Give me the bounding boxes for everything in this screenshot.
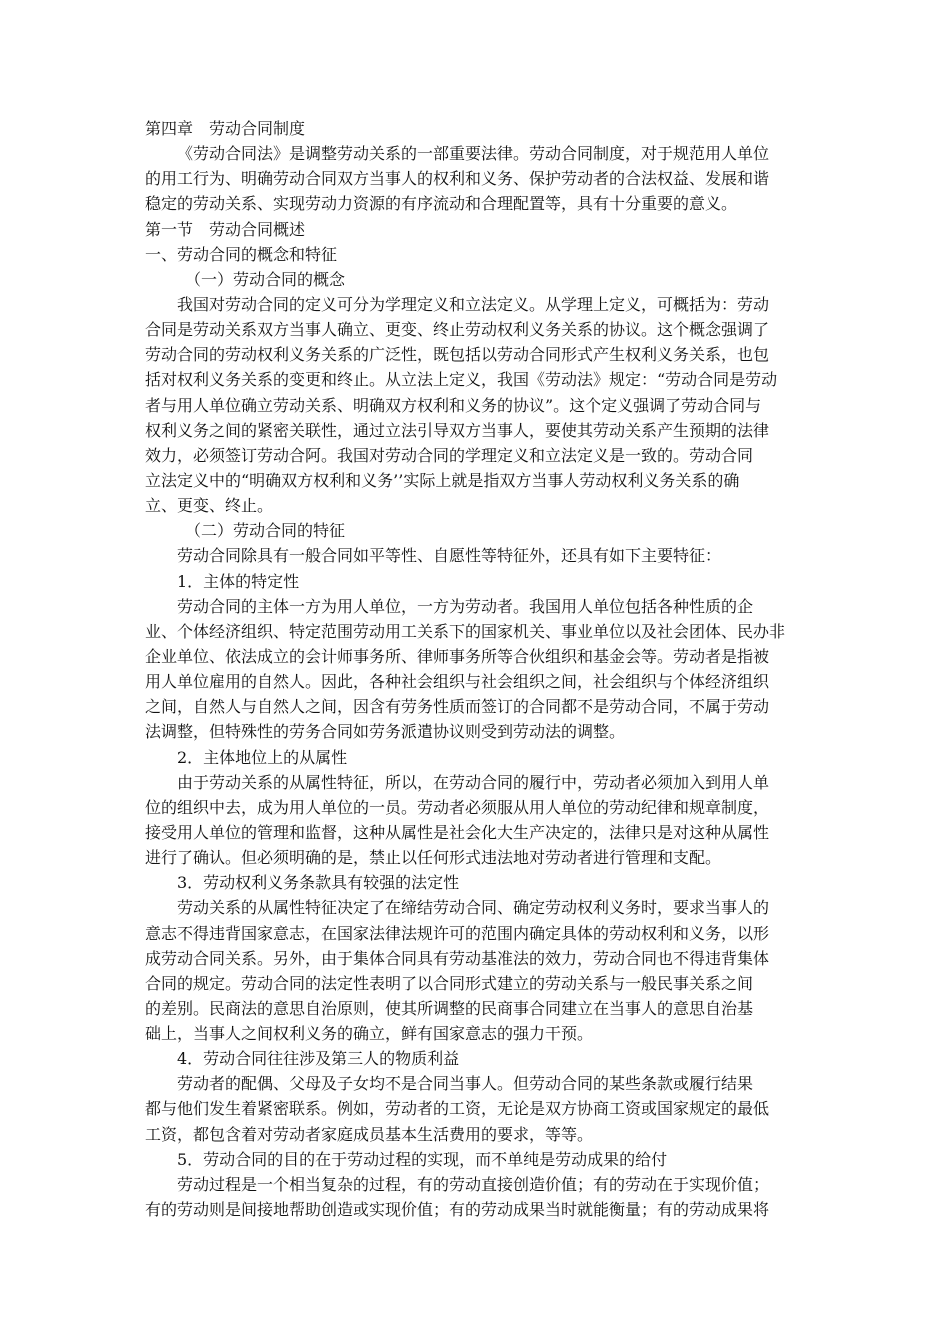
text-line: 者与用人单位确立劳动关系、明确双方权利和义务的协议”。这个定义强调了劳动合同与 — [145, 395, 762, 415]
text-line: （一）劳动合同的概念 — [185, 269, 346, 289]
text-line: 劳动关系的从属性特征决定了在缔结劳动合同、确定劳动权利义务时，要求当事人的 — [177, 898, 770, 918]
text-line: 成劳动合同关系。另外，由于集体合同具有劳动基准法的效力，劳动合同也不得违背集体 — [145, 948, 770, 968]
text-line: 工资，都包含着对劳动者家庭成员基本生活费用的要求，等等。 — [145, 1124, 594, 1144]
text-line: 的差别。民商法的意思自治原则，使其所调整的民商事合同建立在当事人的意思自治基 — [145, 998, 754, 1018]
text-line: 业、个体经济组织、特定范围劳动用工关系下的国家机关、事业单位以及社会团体、民办非 — [145, 621, 786, 641]
text-line: 之间，自然人与自然人之间，因含有劳务性质而签订的合同都不是劳动合同，不属于劳动 — [145, 697, 770, 717]
text-line: 位的组织中去，成为用人单位的一员。劳动者必须服从用人单位的劳动纪律和规章制度， — [145, 797, 770, 817]
text-line: 5．劳动合同的目的在于劳动过程的实现，而不单纯是劳动成果的给付 — [177, 1149, 668, 1169]
text-line: 劳动合同的劳动权利义务关系的广泛性，既包括以劳动合同形式产生权利义务关系，也包 — [145, 345, 770, 365]
text-line: 劳动者的配偶、父母及子女均不是合同当事人。但劳动合同的某些条款或履行结果 — [177, 1074, 754, 1094]
text-line: 我国对劳动合同的定义可分为学理定义和立法定义。从学理上定义，可概括为：劳动 — [177, 294, 770, 314]
text-line: 有的劳动则是间接地帮助创造或实现价值；有的劳动成果当时就能衡量；有的劳动成果将 — [145, 1200, 770, 1220]
text-line: 稳定的劳动关系、实现劳动力资源的有序流动和合理配置等，具有十分重要的意义。 — [145, 194, 738, 214]
text-line: 由于劳动关系的从属性特征，所以，在劳动合同的履行中，劳动者必须加入到用人单 — [177, 772, 770, 792]
text-line: 企业单位、依法成立的会计师事务所、律师事务所等合伙组织和基金会等。劳动者是指被 — [145, 646, 770, 666]
text-line: 权利义务之间的紧密关联性，通过立法引导双方当事人，要使其劳动关系产生预期的法律 — [145, 420, 770, 440]
text-line: 《劳动合同法》是调整劳动关系的一部重要法律。劳动合同制度，对于规范用人单位 — [177, 144, 770, 164]
text-line: 合同是劳动关系双方当事人确立、更变、终止劳动权利义务关系的协议。这个概念强调了 — [145, 320, 770, 340]
text-line: 用人单位雇用的自然人。因此，各种社会组织与社会组织之间，社会组织与个体经济组织 — [145, 672, 770, 692]
text-line: 括对权利义务关系的变更和终止。从立法上定义，我国《劳动法》规定：“劳动合同是劳动 — [145, 370, 778, 390]
text-line: 劳动过程是一个相当复杂的过程，有的劳动直接创造价值；有的劳动在于实现价值； — [177, 1174, 770, 1194]
text-line: 合同的规定。劳动合同的法定性表明了以合同形式建立的劳动关系与一般民事关系之间 — [145, 973, 754, 993]
text-line: 4．劳动合同往往涉及第三人的物质利益 — [177, 1049, 460, 1069]
text-line: 1．主体的特定性 — [177, 571, 300, 591]
text-line: （二）劳动合同的特征 — [185, 521, 346, 541]
text-line: 法调整，但特殊性的劳务合同如劳务派遣协议则受到劳动法的调整。 — [145, 722, 626, 742]
text-line: 接受用人单位的管理和监督，这种从属性是社会化大生产决定的，法律只是对这种从属性 — [145, 822, 770, 842]
text-line: 第一节 劳动合同概述 — [145, 219, 306, 239]
text-line: 立法定义中的“明确双方权利和义务’’实际上就是指双方当事人劳动权利义务关系的确 — [145, 470, 740, 490]
text-line: 都与他们发生着紧密联系。例如，劳动者的工资，无论是双方协商工资或国家规定的最低 — [145, 1099, 770, 1119]
text-line: 立、更变、终止。 — [145, 496, 274, 516]
text-line: 3．劳动权利义务条款具有较强的法定性 — [177, 873, 460, 893]
text-line: 第四章 劳动合同制度 — [145, 119, 306, 138]
text-line: 劳动合同的主体一方为用人单位，一方为劳动者。我国用人单位包括各种性质的企 — [177, 596, 754, 616]
text-line: 进行了确认。但必须明确的是，禁止以任何形式违法地对劳动者进行管理和支配。 — [145, 848, 722, 868]
text-line: 一、劳动合同的概念和特征 — [145, 244, 338, 264]
text-line: 2．主体地位上的从属性 — [177, 747, 348, 767]
text-line: 的用工行为、明确劳动合同双方当事人的权利和义务、保护劳动者的合法权益、发展和谐 — [145, 169, 770, 189]
text-line: 劳动合同除具有一般合同如平等性、自愿性等特征外，还具有如下主要特征： — [177, 546, 722, 566]
text-line: 意志不得违背国家意志，在国家法律法规许可的范围内确定具体的劳动权利和义务，以形 — [145, 923, 770, 943]
text-line: 础上，当事人之间权利义务的确立，鲜有国家意志的强力干预。 — [145, 1024, 594, 1044]
document-body — [145, 116, 811, 1222]
text-line: 效力，必须签订劳动合阿。我国对劳动合同的学理定义和立法定义是一致的。劳动合同 — [145, 445, 754, 465]
